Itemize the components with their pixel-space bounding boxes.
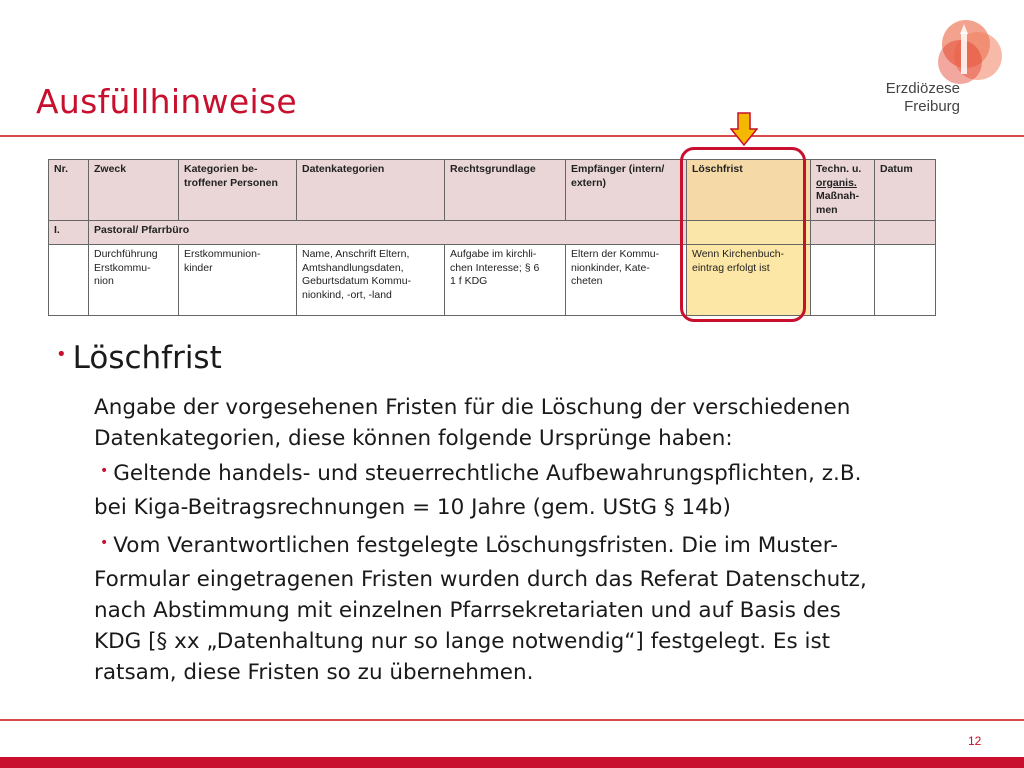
text-line: nach Abstimmung mit einzelnen Pfarrsekretariaten und auf Basis des (94, 598, 841, 623)
header-techn-line: men (816, 203, 838, 216)
header-kategorien-line: troffener Personen (184, 176, 278, 189)
text-line: Geltende handels- und steuerrechtliche Aufbewahrungspflichten, z.B. (113, 461, 862, 486)
bullet-dot-icon: • (56, 344, 67, 365)
cell-line: Name, Anschrift Eltern, (302, 248, 410, 260)
sub-bullet-item (94, 530, 994, 688)
bullet-dot-icon: • (100, 535, 109, 551)
cell-line: Aufgabe im kirchli- (450, 248, 537, 260)
header-empfaenger-line: extern) (571, 176, 607, 189)
cell-line: Geburtsdatum Kommu- (302, 275, 412, 287)
cell-kategorien (179, 245, 297, 316)
bullet-dot-icon: • (100, 463, 109, 479)
logo-line-2: Freiburg (904, 98, 960, 115)
section-empty-cell (875, 221, 936, 245)
cell-line: Wenn Kirchenbuch- (692, 248, 785, 260)
logo-line-1: Erzdiözese (885, 80, 960, 97)
header-datenkategorien: Datenkategorien (297, 160, 445, 221)
text-line: Datenkategorien, diese können folgende Ursprünge haben: (94, 426, 733, 451)
loeschfrist-highlight-box (680, 147, 806, 322)
text-line: KDG [§ xx „Datenhaltung nur so lange notwendig“] festgelegt. Es ist (94, 629, 831, 654)
cell-line: Erstkommunion- (184, 248, 261, 260)
header-loeschfrist: Löschfrist (687, 160, 811, 221)
section-label: Pastoral/ Pfarrbüro (89, 221, 687, 245)
cell-line: Amtshandlungsdaten, (302, 261, 404, 274)
cell-line: 1 f KDG (450, 275, 488, 287)
header-rechtsgrundlage: Rechtsgrundlage (445, 160, 566, 221)
cell-rechtsgrundlage (445, 245, 566, 316)
arrow-down-icon (730, 112, 758, 146)
cell-datenkategorien (297, 245, 445, 316)
cell-nr (49, 245, 89, 316)
footer-divider (0, 719, 1024, 721)
text-line: Angabe der vorgesehenen Fristen für die Löschung der verschiedenen (94, 395, 851, 420)
text-line: ratsam, diese Fristen so zu übernehmen. (94, 660, 534, 685)
cell-line: cheten (571, 275, 603, 287)
cell-line: Eltern der Kommu- (571, 248, 660, 260)
cell-techn (811, 245, 875, 316)
text-line: Formular eingetragenen Fristen wurden durch das Referat Datenschutz, (94, 567, 867, 592)
cell-datum (875, 245, 936, 316)
sub-bullet-item (94, 458, 994, 523)
cell-line: nionkind, -ort, -land (302, 288, 392, 301)
header-kategorien-line: Kategorien be- (184, 163, 258, 175)
cell-line: kinder (184, 261, 213, 274)
header-divider (0, 135, 1024, 137)
intro-paragraph (94, 392, 994, 454)
cell-line: nion (94, 275, 114, 287)
cell-line: eintrag erfolgt ist (692, 261, 770, 274)
slide-title: Ausfüllhinweise (36, 82, 298, 121)
header-techn-line: organis. (816, 176, 857, 189)
header-techn (811, 160, 875, 221)
bullet-heading: Löschfrist (72, 340, 222, 376)
header-kategorien (179, 160, 297, 221)
header-zweck: Zweck (89, 160, 179, 221)
cell-empfaenger (566, 245, 687, 316)
cell-line: Erstkommu- (94, 261, 151, 274)
cell-line: Durchführung (94, 248, 158, 260)
header-datum: Datum (875, 160, 936, 221)
header-empfaenger-line: Empfänger (intern/ (571, 163, 665, 175)
footer-bar (0, 757, 1024, 768)
header-techn-line: Techn. u. (816, 163, 862, 175)
header-nr: Nr. (49, 160, 89, 221)
page-number: 12 (968, 734, 982, 748)
cell-line: chen Interesse; § 6 (450, 261, 540, 274)
text-line: Vom Verantwortlichen festgelegte Löschungsfristen. Die im Muster- (113, 533, 838, 558)
section-nr: I. (49, 221, 89, 245)
logo-text (880, 80, 960, 116)
heading-bullet-item (56, 340, 222, 376)
cell-zweck (89, 245, 179, 316)
header-techn-line: Maßnah- (816, 190, 860, 202)
text-line: bei Kiga-Beitragsrechnungen = 10 Jahre (gem. UStG § 14b) (94, 495, 731, 520)
section-empty-cell (811, 221, 875, 245)
cell-line: nionkinder, Kate- (571, 261, 650, 274)
header-empfaenger (566, 160, 687, 221)
